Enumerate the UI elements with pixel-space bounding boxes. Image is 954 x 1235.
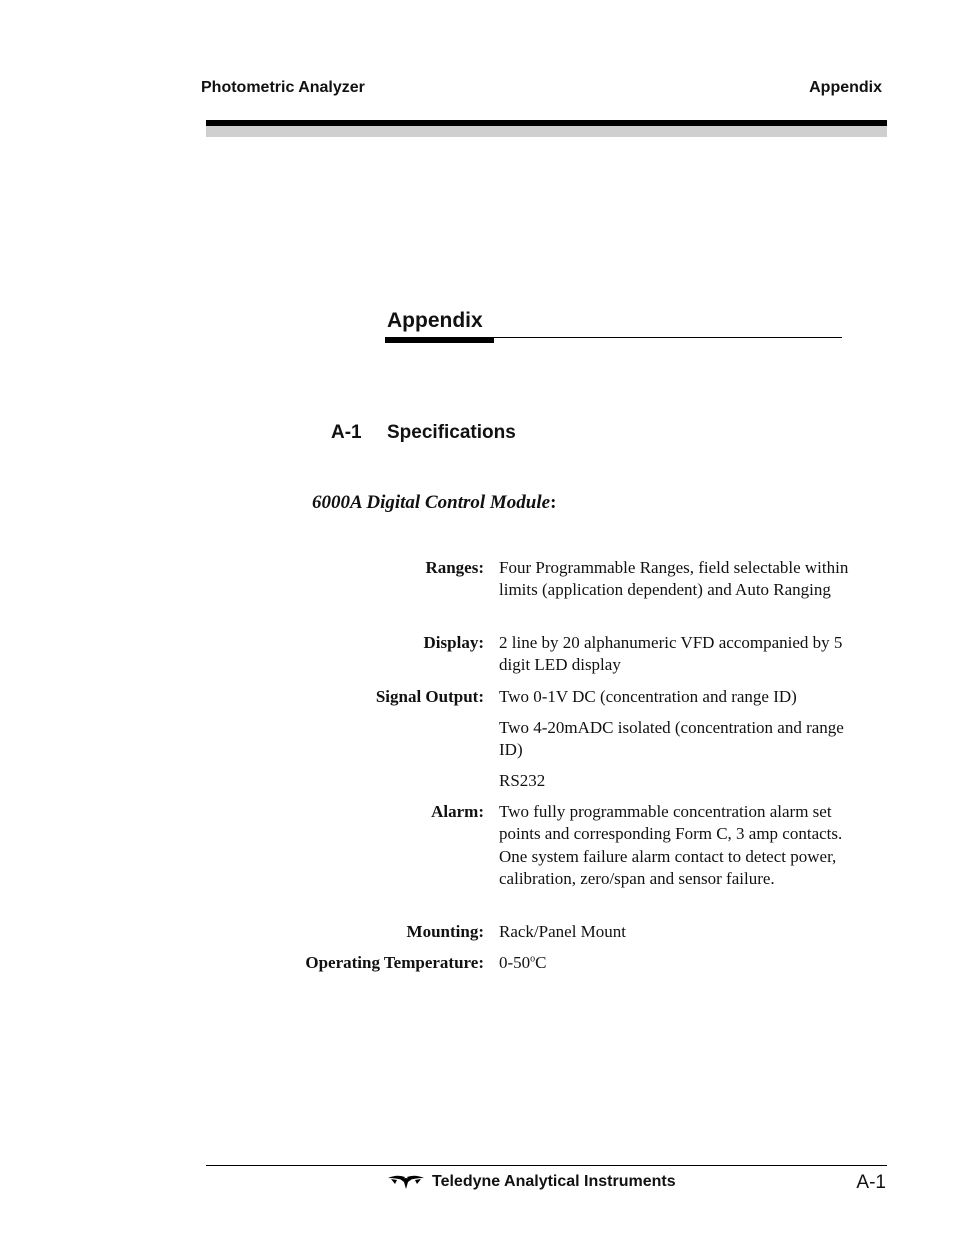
section-title: Specifications [387,422,516,443]
spec-value-unit: C [535,953,547,972]
spec-value [499,952,849,974]
spec-label: Ranges: [425,558,484,577]
spec-label: Mounting: [406,922,484,941]
spec-value: Two 4-20mADC isolated (concentration and range ID) [499,718,844,760]
spec-value-number: 0-50 [499,953,531,972]
chapter-title-underline [385,337,494,343]
header-rule-shade [206,126,887,137]
module-title-colon: : [550,492,557,513]
spec-label: Signal Output: [375,687,484,706]
spec-value: Four Programmable Ranges, field selectable within limits (application dependent) and Auto Ranging [499,558,849,600]
module-title-text: 6000A Digital Control Module [312,492,551,513]
degree-superscript: o [530,953,536,965]
section-number: A-1 [331,422,362,443]
spec-value: Two 0-1V DC (concentration and range ID) [499,687,797,706]
spec-value: Rack/Panel Mount [499,922,627,941]
spec-value: RS232 [499,771,546,790]
running-header-section: Appendix [809,79,882,96]
spec-label: Alarm: [431,802,484,821]
spec-value: Two fully programmable concentration alarm set points and corresponding Form C, 3 amp contacts. One system failure alarm contact to detect power, calibration, zero/span and sensor failure. [499,802,843,888]
teledyne-logo-icon [388,1174,424,1190]
chapter-title: Appendix [387,309,483,332]
spec-value: 2 line by 20 alphanumeric VFD accompanied by 5 digit LED display [499,633,843,675]
module-title [312,492,556,514]
running-header-title: Photometric Analyzer [201,79,365,96]
footer-company: Teledyne Analytical Instruments [432,1173,676,1190]
footer-rule [206,1165,887,1166]
page-number: A-1 [856,1172,886,1193]
spec-label: Operating Temperature: [305,953,484,972]
chapter-title-rule [494,337,842,338]
spec-label: Display: [423,633,484,652]
